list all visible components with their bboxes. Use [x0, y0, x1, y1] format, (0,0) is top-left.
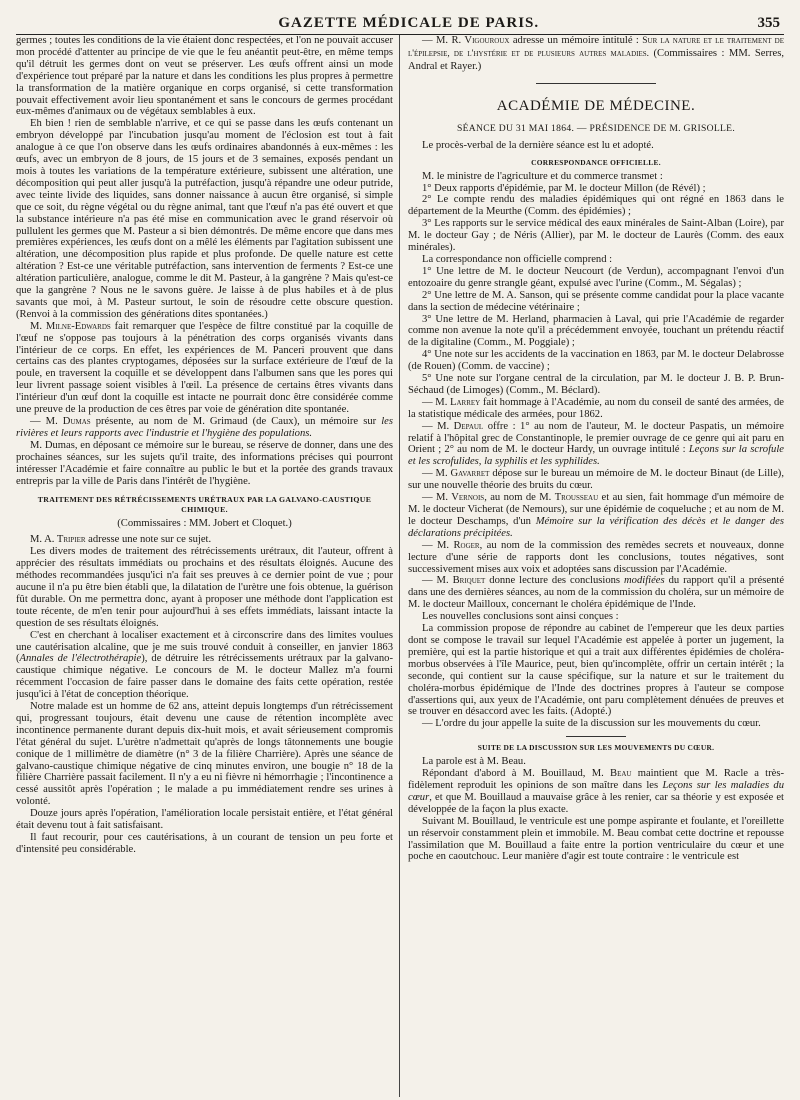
paragraph: Le procès-verbal de la dernière séance est lu et adopté. [422, 139, 654, 151]
section-subheading: SUITE DE LA DISCUSSION SUR LES MOUVEMENTS DU CŒUR. [477, 743, 715, 753]
paragraph [408, 768, 784, 816]
paragraph-text: fait hommage à l'Académie, au nom du conseil de santé des armées, de la statistique médicale des armées, pour 1862. [408, 396, 784, 420]
list-item: 1° Une lettre de M. le docteur Neucourt (de Verdun), accompagnant l'envoi d'un entozoaire du genre strangle géant, expulsé avec l'urine (Comm., M. Ségalas) ; [408, 265, 784, 289]
paragraph-text: , et que M. Bouillaud a mauvaise grâce à les renier, car sa théorie y est exposée et développée de la façon la plus exacte. [408, 791, 784, 815]
speaker-name: M. A. Tripier [30, 534, 86, 546]
paragraph: La correspondance non officielle comprend : [422, 253, 613, 265]
paragraph [408, 540, 784, 576]
speaker-name: — M. Depaul [422, 420, 484, 432]
running-header [16, 6, 784, 35]
speaker-name: M. Milne-Edwards [30, 320, 111, 332]
paragraph-text: du rapport qu'il a présenté dans une des dernières séances, au nom de la commission du choléra, sur un mémoire de M. le docteur Mailloux, concernant le choléra épidémique de l'Inde. [408, 575, 784, 611]
paragraph-text: adresse un mémoire intitulé : [509, 35, 643, 46]
section-divider [536, 83, 656, 84]
paragraph-text: (Commissaires : MM. Serres, Andral et Rayer.) [408, 47, 784, 72]
paragraph-text: ), de détruire les rétrécissements urétraux par la galvano-caustique chimique négative. Le concours de M. le docteur Mallez m'a fourni récemment l'occasion de faire passer dans le domaine des faits cette opération, restée jusqu'ici à l'état de conception théorique. [16, 653, 393, 701]
right-column [400, 35, 784, 1097]
paragraph [16, 534, 393, 546]
paragraph-text: , au nom de la commission des remèdes secrets et nouveaux, donne lecture d'une série de rapports dont les conclusions, toutes négatives, sont successivement mises aux voix et adoptées sans discussion par l'Académie. [408, 539, 784, 575]
paragraph [408, 35, 784, 73]
paragraph-text: , au nom de M. [484, 492, 555, 504]
list-item: 5° Une note sur l'organe central de la circulation, par M. le docteur J. B. P. Brun-Séchaud (de Limoges) (Comm., M. Béclard). [408, 373, 784, 396]
paragraph: Les divers modes de traitement des rétrécissements urétraux, dit l'auteur, offrent à apprécier des résultats immédiats ou prochains et des résultats éloignés. Aucune des méthodes recommandées jusqu'ici n'a fait ses preuves à ce dernier point de vue ; pour aucune il n'a pu être bien établi que, la dilatation de l'urètre une fois obtenue, la guérison fût durable. On me permettra donc, ayant à proposer une méthode dont l'application est toute récente, de m'en tenir pour aujourd'hui à ses effets immédiats, laissant intacte la question de ses résultats éloignés. [16, 546, 393, 629]
speaker-name: — M. Dumas [30, 416, 91, 427]
paragraph: Suivant M. Bouillaud, le ventricule est une pompe aspirante et foulante, et l'oreillette un réservoir constamment plein et immobile. M. Beau combat cette doctrine et repousse l'assimilation que M. Bouillaud a faite entre la portion ventriculaire du cœur et une poche en caoutchouc. Leur manière d'agir est toute contraire : le ventricule est [408, 815, 784, 863]
section-divider [566, 736, 626, 737]
list-item: 2° Une lettre de M. A. Sanson, qui se présente comme candidat pour la place vacante dans la section de médecine vétérinaire ; [408, 289, 784, 313]
paragraph [408, 468, 784, 492]
correspondence-heading: CORRESPONDANCE OFFICIELLE. [531, 157, 661, 167]
paragraph [408, 575, 784, 611]
paragraph [16, 416, 393, 440]
italic-title: Mémoire sur la vérification des décès et le danger des déclarations précipitées. [408, 515, 784, 539]
italic-word: modifiées [624, 575, 665, 587]
speaker-name: — M. Gavarret [422, 468, 490, 480]
paragraph: Les nouvelles conclusions sont ainsi conçues : [422, 611, 619, 623]
paragraph-text: donne lecture des conclusions [485, 575, 625, 587]
list-item: 2° Le compte rendu des maladies épidémiques qui ont régné en 1863 dans le département de la Meurthe (Comm. des épidémies) ; [408, 194, 784, 218]
speaker-name: Trousseau [554, 492, 599, 504]
paragraph-text: présente, au nom de M. Grimaud (de Caux), un mémoire sur [90, 416, 382, 427]
paragraph: Douze jours après l'opération, l'amélioration locale persistait entière, et l'état général était devenu tout à fait satisfaisant. [16, 808, 393, 832]
speaker-name: — M. R. Vigouroux [422, 35, 510, 46]
paragraph: M. Dumas, en déposant ce mémoire sur le bureau, se réserve de donner, dans une des prochaines séances, sur les sujets qu'il traite, des informations précises qui pourront intéresser l'Académie et faire connaître au public le but et la portée des grands travaux entrepris par la ville de Paris dans l'intérêt de l'hygiène. [16, 439, 393, 487]
section-title: ACADÉMIE DE MÉDECINE. [496, 97, 696, 114]
list-item: 3° Une lettre de M. Herland, pharmacien à Laval, qui prie l'Académie de regarder comme non avenue la note qu'il a précédemment envoyée, touchant un prétendu réactif de la digitaline (Comm., M. Poggiale) ; [408, 313, 784, 349]
paragraph-text: dépose sur le bureau un mémoire de M. le docteur Binaut (de Lille), sur une nouvelle théorie des bruits du cœur. [408, 468, 784, 492]
paragraph-text: maintient que M. Racle a très-fidèlement reproduit les opinions de son maître dans les [408, 768, 784, 792]
paragraph [16, 630, 393, 701]
paragraph [408, 421, 784, 469]
speaker-name: — M. Roger [422, 539, 480, 551]
commissaires-line: (Commissaires : MM. Jobert et Cloquet.) [117, 518, 292, 530]
paragraph-text: Répondant d'abord à M. Bouillaud, [422, 768, 592, 780]
section-subheading: TRAITEMENT DES RÉTRÉCISSEMENTS URÉTRAUX PAR LA GALVANO-CAUSTIQUE CHIMIQUE. [37, 495, 372, 515]
list-item: 1° Deux rapports d'épidémie, par M. le docteur Millon (de Révél) ; [422, 182, 706, 194]
italic-title: les rivières et leurs rapports avec l'industrie et l'hygiène des populations. [16, 416, 393, 439]
paragraph: Il faut recourir, pour ces cautérisations, à un courant de tension un peu forte et d'intensité peu considérable. [16, 832, 393, 855]
journal-title: GAZETTE MÉDICALE DE PARIS. [278, 15, 540, 31]
paragraph-text: adresse une note sur ce sujet. [85, 534, 212, 546]
speaker-name: — M. Larrey [422, 396, 481, 408]
paragraph-text: fait remarquer que l'espèce de filtre constitué par la coquille de l'œuf ne s'oppose pas toujours à la pénétration des corps organisés vivants dans l'intérieur de ce corps. En effet, les expériences de M. Panceri prouvent que dans certains cas des plantes cryptogames, déposées sur la surface extérieure de l'œuf de la poule, en traversent la coquille et se développent dans l'albumen sans que les pores qui leur livrent passage soient visibles à l'œil. La présence de certains êtres vivants dans l'intérieur d'un œuf dont la coquille est intacte ne pourrait donc être considérée comme une preuve de la production de ces êtres par voie de génération dite spontanée. [16, 320, 393, 416]
paragraph: La parole est à M. Beau. [422, 756, 526, 768]
paragraph-text: offre : 1° au nom de l'auteur, M. le docteur Paspatis, un mémoire relatif à l'hôpital grec de Constantinople, le premier ouvrage de ce genre qui ait paru en Orient ; 2° au nom de M. le docteur Hardy, un ouvrage intitulé : [408, 420, 784, 456]
left-column [16, 35, 400, 1097]
speaker-name: — M. Vernois [422, 492, 485, 504]
speaker-name: M. Beau [591, 768, 632, 780]
italic-title: Annales de l'électrothérapie [19, 653, 142, 665]
paragraph: M. le ministre de l'agriculture et du commerce transmet : [422, 170, 663, 182]
paragraph: La commission propose de répondre au cabinet de l'empereur que les deux parties dont se compose le travail sur lequel l'Académie est appelée à porter un jugement, la première, qui est la partie historique et qui a trait aux différentes épidémies de choléra-morbus observées à l'île Maurice, peut, bien qu'incomplète, offrir un certain intérêt ; la seconde, qui contient sur la cause spécifique, sur la nature et sur le traitement du choléra-morbus épidémique de l'Inde des doctrines propres à l'auteur se compose d'assertions qui, aux yeux de l'Académie, ont paru complètement dénuées de preuves et se trouver en désaccord avec les faits. (Adopté.) [408, 623, 784, 718]
paragraph [16, 321, 393, 416]
paragraph: Notre malade est un homme de 62 ans, atteint depuis longtemps d'un rétrécissement qui, progressant toujours, était devenu une cause de rétention incomplète avec incontinence permanente durant depuis dix-huit mois, et avait sérieusement compromis l'état général du sujet. L'urètre n'admettait qu'après de longs tâtonnements une bougie conique de 1 millimètre de diamètre (n° 3 de la filière Charrière). Après une séance de galvano-caustique chimique négative de cinq minutes environ, une bougie n° 18 de la filière Charrière passait facilement. Il n'y a eu ni fièvre ni hémorrhagie ; l'incontinence a cessé aussitôt après l'opération ; le malade a pu immédiatement rendre ses urines à volonté. [16, 701, 393, 808]
italic-title: Leçons sur la scrofule et les scrofulides, la syphilis et les syphilides. [408, 444, 784, 468]
paragraph: germes ; toutes les conditions de la vie étaient donc respectées, et l'on ne pouvait accuser mon procédé d'attenter au principe de vie que le feu anéantit peut-être, en même temps qu'il détruit les germes dont on veut se préserver. Les œufs offrent ainsi un mode d'expérience tout préparé par la nature et dans les conditions les plus propres à permettre la transformation de la matière organique en corps organisé, si cette transformation pouvait effectivement avoir lieu spontanément et sans le concours de germes procédant eux-mêmes d'animaux ou de végétaux semblables à eux. [16, 35, 393, 118]
two-column-body [16, 35, 784, 1097]
paragraph-text: C'est en cherchant à localiser exactement et à circonscrire dans des limites voulues une cautérisation alcaline, que je me suis trouvé conduit à conseiller, en janvier 1863 ( [16, 629, 393, 665]
page-number: 355 [757, 15, 780, 31]
list-item: 4° Une note sur les accidents de la vaccination en 1863, par M. le docteur Delabrosse (de Rouen) (Comm. de vaccine) ; [408, 349, 784, 373]
paragraph-text: et au sien, fait hommage d'un mémoire de M. le docteur Vicherat (de Nemours), sur une épidémie de coqueluche ; et au nom de M. le docteur Deschamps, d'un [408, 492, 784, 527]
speaker-name: — M. Briquet [422, 575, 486, 587]
paragraph: — L'ordre du jour appelle la suite de la discussion sur les mouvements du cœur. [422, 718, 761, 730]
list-item: 3° Les rapports sur le service médical des eaux minérales de Saint-Alban (Loire), par M. le docteur Gay ; de Néris (Allier), par M. le docteur de Laurès (Comm. des eaux minérales). [408, 218, 784, 254]
memoir-title: Sur la nature et le traitement de l'épilepsie, de l'hystérie et de plusieurs autres maladies. [408, 36, 784, 59]
italic-title: Leçons sur les maladies du cœur [408, 780, 784, 803]
paragraph [408, 397, 784, 421]
paragraph: Eh bien ! rien de semblable n'arrive, et ce qui se passe dans les œufs contenant un embryon développé par l'incubation jusqu'au moment de l'éclosion est tout à fait analogue à ce que l'on observe dans les œufs ordinaires abandonnés à eux-mêmes : les œufs, avec un embryon de 8 jours, de 15 jours et de 3 semaines, exposés pendant un mois à toutes les variations de la température extérieure, subissent une altération, une décomposition qui peut aller jusqu'à la putréfaction, jusqu'à répandre une odeur putride, avec teinte livide des liquides, sans donner naissance à aucun être organisé, si simple que ce soit, du règne végétal ou du règne animal, tant que l'œuf n'a pas été ouvert et que la substance intérieure n'a pas été mise en communication avec le grand réservoir où pullulent les germes que M. Pasteur a si bien démontrés. De même encore que dans mes premières expériences, les œufs dont on a mêlé les éléments par l'agitation subissent une altération, une décomposition plus rapide et plus profonde. De quelle nature est cette altération ? Est-ce une véritable putréfaction, sans intervention de ferments ? Est-ce une altération particulière, analogue, comme le dit M. Pasteur, à la gangrène ? Mais qu'est-ce que la gangrène ? Nous ne le savons guère. Je laisse à de plus habiles et à de plus savants que moi, à M. Pasteur surtout, le soin de résoudre cette obscure question. (Renvoi à la commission des générations dites spontanées.) [16, 118, 393, 320]
session-line: SÉANCE DU 31 MAI 1864. — PRÉSIDENCE DE M. GRISOLLE. [456, 122, 736, 134]
paragraph [408, 492, 784, 540]
